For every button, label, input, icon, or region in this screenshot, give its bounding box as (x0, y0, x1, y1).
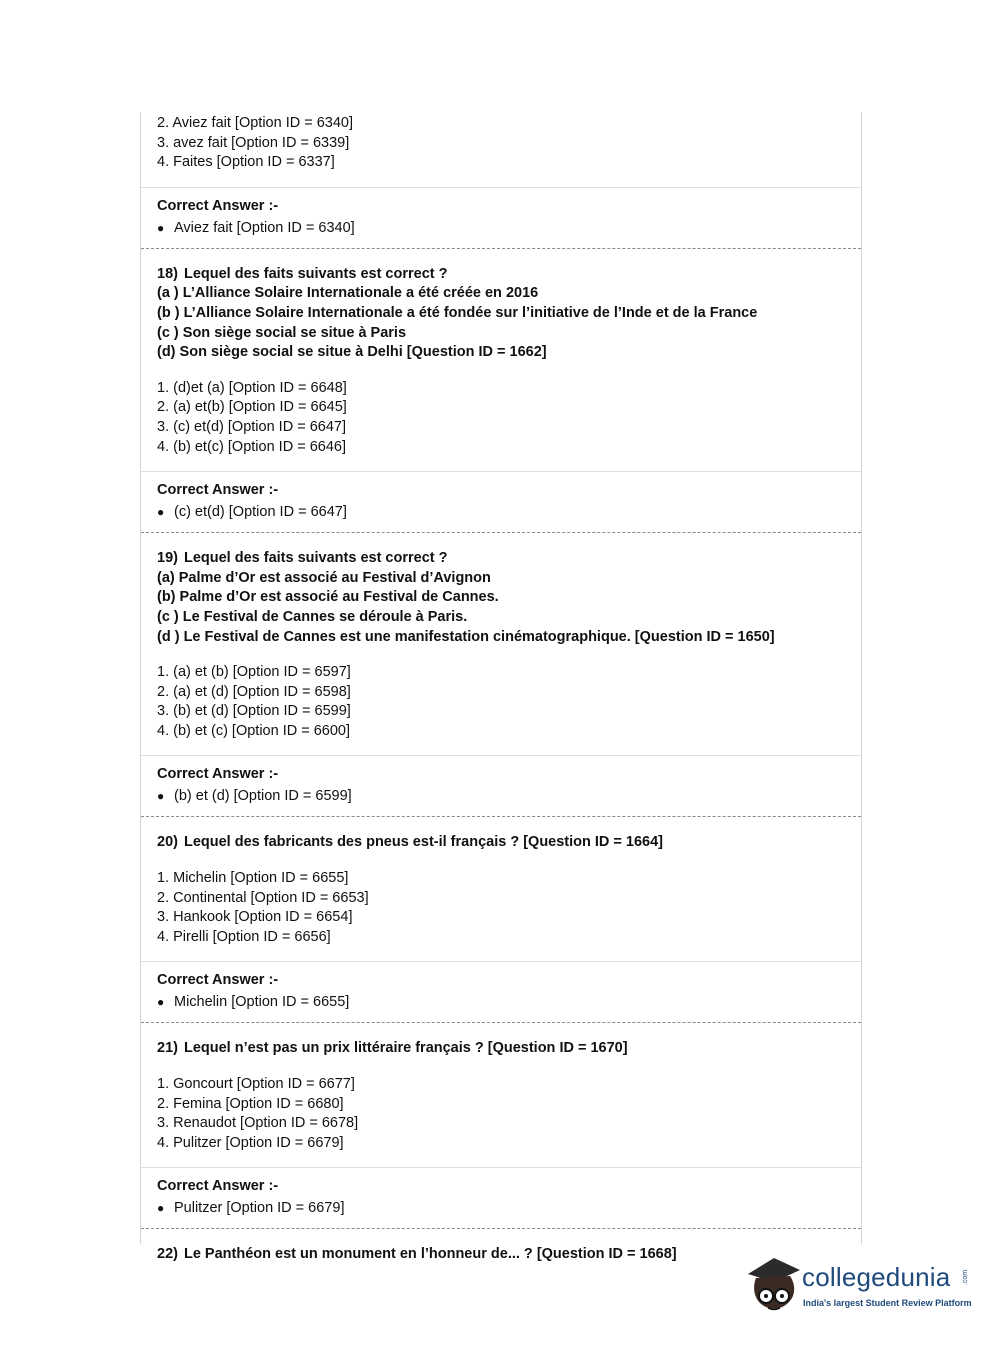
option-item: 1. (a) et (b) [Option ID = 6597] (157, 664, 351, 681)
question-statement: (d) Son siège social se situe à Delhi [Question ID = 1662] (157, 344, 547, 361)
correct-answer-item: ● Michelin [Option ID = 6655] (157, 994, 350, 1011)
correct-answer-section (141, 188, 861, 249)
option-item: 4. Pirelli [Option ID = 6656] (157, 928, 331, 945)
question-statement: (c ) Son siège social se situe à Paris (157, 324, 407, 341)
bullet-icon: ● (157, 1201, 165, 1216)
option-item: 2. Aviez fait [Option ID = 6340] (157, 115, 354, 131)
question-statement: (a ) L’Alliance Solaire Internationale a été créée en 2016 (157, 285, 539, 302)
correct-answer-title: Correct Answer :- (157, 1178, 279, 1195)
options-list (141, 1071, 861, 1168)
option-item: 3. Hankook [Option ID = 6654] (157, 909, 353, 926)
correct-answer-section (141, 1168, 861, 1229)
correct-answer-item: ● Aviez fait [Option ID = 6340] (157, 219, 355, 236)
question-21 (141, 1023, 861, 1071)
correct-answer-title: Correct Answer :- (157, 197, 279, 214)
question-statement: (b) Palme d’Or est associé au Festival de Cannes. (157, 589, 499, 606)
options-list (141, 865, 861, 962)
options-list (141, 112, 861, 188)
option-item: 1. Michelin [Option ID = 6655] (157, 870, 349, 887)
bullet-icon: ● (157, 995, 165, 1010)
option-item: 2. Femina [Option ID = 6680] (157, 1095, 344, 1112)
option-item: 4. (b) et(c) [Option ID = 6646] (157, 438, 346, 455)
bullet-icon: ● (157, 220, 165, 235)
question-statement: (b ) L’Alliance Solaire Internationale a été fondée sur l’initiative de l’Inde et de la France (157, 304, 758, 321)
question-statement: (d ) Le Festival de Cannes est une manifestation cinématographique. [Question ID = 1650] (157, 628, 775, 645)
question-19 (141, 533, 861, 659)
question-20 (141, 817, 861, 865)
options-list (141, 375, 861, 472)
option-item: 3. (b) et (d) [Option ID = 6599] (157, 703, 351, 720)
correct-answer-item: ● (c) et(d) [Option ID = 6647] (157, 504, 347, 521)
collegedunia-logo (744, 1252, 974, 1322)
mascot-logo-icon (744, 1252, 804, 1314)
logo-wordmark: collegedunia (802, 1262, 951, 1292)
option-item: 2. (a) et(b) [Option ID = 6645] (157, 399, 347, 416)
question-paper (140, 112, 862, 1263)
option-item: 4. Pulitzer [Option ID = 6679] (157, 1134, 344, 1151)
option-item: 3. avez fait [Option ID = 6339] (157, 134, 350, 151)
options-list (141, 659, 861, 756)
correct-answer-item: ● Pulitzer [Option ID = 6679] (157, 1200, 345, 1217)
question-text: 21) Lequel n’est pas un prix littéraire français ? [Question ID = 1670] (157, 1040, 628, 1057)
correct-answer-item: ● (b) et (d) [Option ID = 6599] (157, 788, 352, 805)
question-statement: (a) Palme d’Or est associé au Festival d’Avignon (157, 569, 491, 586)
question-text: 22) Le Panthéon est un monument en l’honneur de... ? [Question ID = 1668] (157, 1246, 677, 1263)
correct-answer-title: Correct Answer :- (157, 766, 279, 783)
correct-answer-title: Correct Answer :- (157, 482, 279, 499)
question-18 (141, 249, 861, 375)
bullet-icon: ● (157, 789, 165, 804)
correct-answer-section (141, 472, 861, 533)
question-text: 18) Lequel des faits suivants est correct ? (157, 265, 448, 282)
correct-answer-section (141, 756, 861, 817)
question-text: 19) Lequel des faits suivants est correct ? (157, 550, 448, 567)
logo-domain: .com (962, 1269, 970, 1286)
option-item: 4. Faites [Option ID = 6337] (157, 154, 335, 171)
option-item: 1. (d)et (a) [Option ID = 6648] (157, 379, 347, 396)
option-item: 3. (c) et(d) [Option ID = 6647] (157, 418, 346, 435)
option-item: 4. (b) et (c) [Option ID = 6600] (157, 722, 351, 739)
option-item: 3. Renaudot [Option ID = 6678] (157, 1115, 359, 1132)
question-statement: (c ) Le Festival de Cannes se déroule à Paris. (157, 608, 468, 625)
option-item: 1. Goncourt [Option ID = 6677] (157, 1076, 355, 1093)
correct-answer-title: Correct Answer :- (157, 972, 279, 989)
bullet-icon: ● (157, 505, 165, 520)
option-item: 2. (a) et (d) [Option ID = 6598] (157, 683, 351, 700)
option-item: 2. Continental [Option ID = 6653] (157, 889, 369, 906)
logo-tagline: India's largest Student Review Platform (803, 1298, 972, 1308)
question-text: 20) Lequel des fabricants des pneus est-il français ? [Question ID = 1664] (157, 834, 664, 851)
correct-answer-section (141, 962, 861, 1023)
